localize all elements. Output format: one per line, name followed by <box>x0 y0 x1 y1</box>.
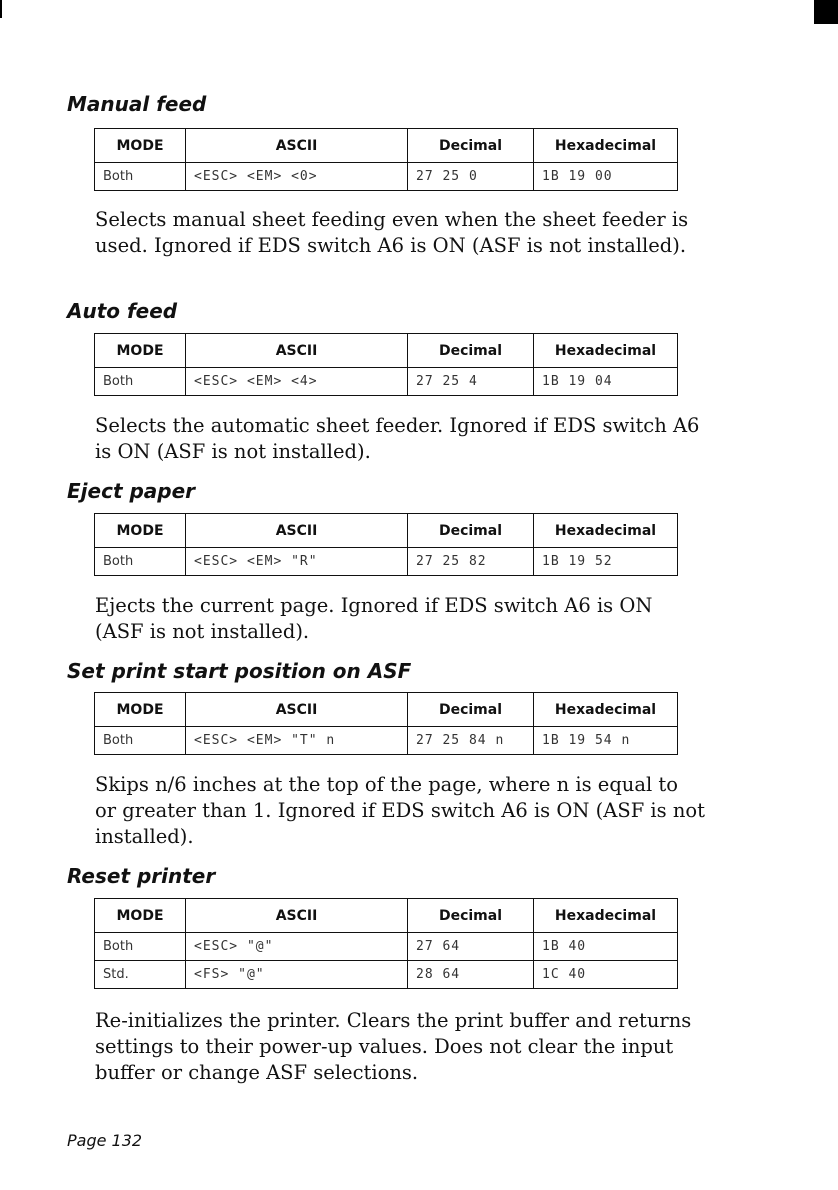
cell-ascii: <ESC> <EM> "R" <box>186 548 408 576</box>
header-hex: Hexadecimal <box>534 899 678 933</box>
header-ascii: ASCII <box>186 514 408 548</box>
cell-mode: Both <box>95 727 186 755</box>
header-mode: MODE <box>95 514 186 548</box>
cell-decimal: 27 25 84 n <box>408 727 534 755</box>
section-description-set-print-start: Skips n/6 inches at the top of the page, where n is equal to or greater than 1. Ignored if EDS switch A6 is ON (ASF is not installed). <box>95 773 705 848</box>
cell-ascii: <FS> "@" <box>186 961 408 989</box>
table-row <box>95 548 678 576</box>
table-row <box>95 933 678 961</box>
section-description-reset-printer: Re-initializes the printer. Clears the print buffer and returns settings to their power-up values. Does not clear the input buffer or change ASF selections. <box>95 1009 692 1084</box>
header-decimal: Decimal <box>408 334 534 368</box>
header-mode: MODE <box>95 334 186 368</box>
header-decimal: Decimal <box>408 514 534 548</box>
table-header-row <box>95 514 678 548</box>
page-number: Page 132 <box>67 1131 143 1150</box>
header-mode: MODE <box>95 899 186 933</box>
header-ascii: ASCII <box>186 129 408 163</box>
cell-hex: 1C 40 <box>534 961 678 989</box>
section-title-eject-paper: Eject paper <box>67 479 196 503</box>
corner-registration-mark <box>814 0 838 24</box>
cell-mode: Std. <box>95 961 186 989</box>
cell-hex: 1B 19 00 <box>534 163 678 191</box>
cell-decimal: 27 25 0 <box>408 163 534 191</box>
table-row <box>95 961 678 989</box>
table-row <box>95 163 678 191</box>
header-hex: Hexadecimal <box>534 514 678 548</box>
header-decimal: Decimal <box>408 693 534 727</box>
command-table-set-print-start <box>94 692 678 755</box>
cell-mode: Both <box>95 548 186 576</box>
section-title-auto-feed: Auto feed <box>67 299 178 323</box>
header-hex: Hexadecimal <box>534 334 678 368</box>
command-table-reset-printer <box>94 898 678 989</box>
cell-ascii: <ESC> "@" <box>186 933 408 961</box>
header-decimal: Decimal <box>408 129 534 163</box>
table-header-row <box>95 334 678 368</box>
cell-decimal: 27 64 <box>408 933 534 961</box>
section-title-manual-feed: Manual feed <box>67 92 207 116</box>
header-ascii: ASCII <box>186 693 408 727</box>
header-ascii: ASCII <box>186 334 408 368</box>
section-description-manual-feed: Selects manual sheet feeding even when the sheet feeder is used. Ignored if EDS switch A6 is ON (ASF is not installed). <box>95 208 689 257</box>
table-row <box>95 727 678 755</box>
cell-hex: 1B 40 <box>534 933 678 961</box>
section-description-auto-feed: Selects the automatic sheet feeder. Ignored if EDS switch A6 is ON (ASF is not installed). <box>95 414 700 463</box>
header-hex: Hexadecimal <box>534 129 678 163</box>
command-table-manual-feed <box>94 128 678 191</box>
cell-mode: Both <box>95 368 186 396</box>
section-description-eject-paper: Ejects the current page. Ignored if EDS switch A6 is ON (ASF is not installed). <box>95 594 653 643</box>
header-mode: MODE <box>95 129 186 163</box>
header-ascii: ASCII <box>186 899 408 933</box>
table-header-row <box>95 693 678 727</box>
cell-hex: 1B 19 04 <box>534 368 678 396</box>
cell-hex: 1B 19 52 <box>534 548 678 576</box>
cell-ascii: <ESC> <EM> <0> <box>186 163 408 191</box>
table-header-row <box>95 899 678 933</box>
cell-ascii: <ESC> <EM> "T" n <box>186 727 408 755</box>
command-table-eject-paper <box>94 513 678 576</box>
header-mode: MODE <box>95 693 186 727</box>
header-hex: Hexadecimal <box>534 693 678 727</box>
table-header-row <box>95 129 678 163</box>
cell-decimal: 27 25 4 <box>408 368 534 396</box>
section-title-reset-printer: Reset printer <box>67 864 216 888</box>
cell-decimal: 28 64 <box>408 961 534 989</box>
cell-decimal: 27 25 82 <box>408 548 534 576</box>
table-row <box>95 368 678 396</box>
cell-ascii: <ESC> <EM> <4> <box>186 368 408 396</box>
cell-mode: Both <box>95 933 186 961</box>
header-decimal: Decimal <box>408 899 534 933</box>
cell-hex: 1B 19 54 n <box>534 727 678 755</box>
section-title-set-print-start: Set print start position on ASF <box>67 659 412 683</box>
command-table-auto-feed <box>94 333 678 396</box>
edge-mark <box>0 0 2 18</box>
cell-mode: Both <box>95 163 186 191</box>
